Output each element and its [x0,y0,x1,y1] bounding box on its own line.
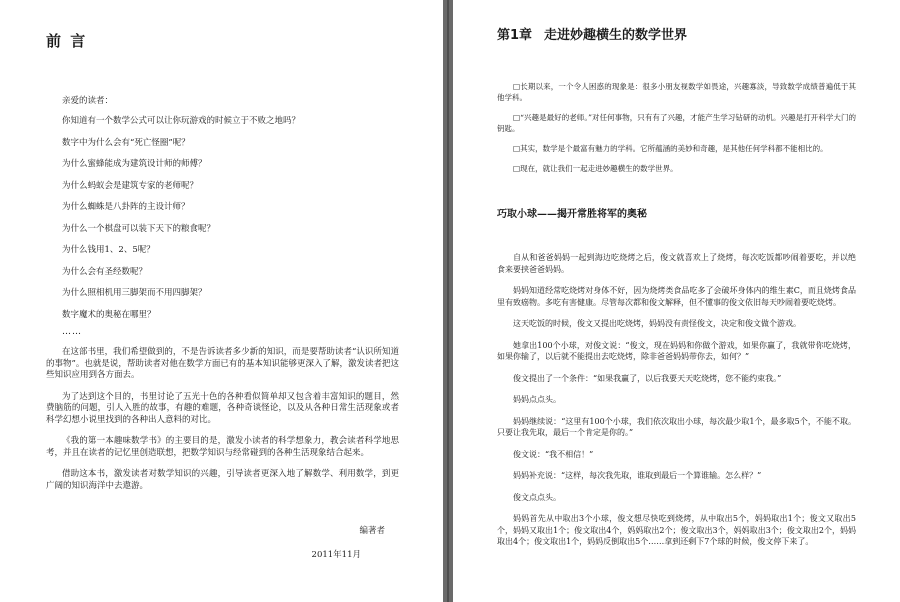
question-item: 你知道有一个数学公式可以让你玩游戏的时候立于不败之地吗？ [62,116,301,126]
chapter-number: 第1章 [497,28,533,43]
signature-date: 2011年11月 [311,550,361,560]
story-paragraph: 她拿出100个小球，对俊文说：“俊文，现在妈妈和你做个游戏，如果你赢了，我就带你吃烧烤，如果你输了，以后就不能提出去吃烧烤，除非爸爸妈妈带你去，如何？” [497,340,856,361]
intro-paragraph: □长期以来，一个令人困惑的现象是：很多小朋友视数学如畏途，兴趣寡淡，导致数学成绩普遍低于其他学科。 [497,82,856,102]
question-item: 为什么蜜蜂能成为建筑设计师的师傅？ [62,159,207,169]
chapter-title [497,24,856,43]
story-paragraph: 妈妈补充说：“这样，每次我先取，谁取到最后一个算谁输。怎么样？” [513,471,762,480]
story-paragraph: 俊文点点头。 [513,492,561,502]
chapter-name: 走进妙趣横生的数学世界 [544,28,688,43]
question-item: 数字中为什么会有“死亡怪圈”呢？ [62,137,190,148]
preface-paragraph: 为了达到这个目的，书里讨论了五光十色的各种看似简单却又包含着丰富知识的题目，然费脑筋的问题，引人入胜的故事，有趣的难题，各种奇谈怪论，以及从各种日常生活现象或者科学幻想小说里找到的各种出人意料的对比。 [46,391,399,425]
question-item: 为什么钱用1、2、5呢？ [62,245,155,255]
intro-paragraph: □现在，就让我们一起走进妙趣横生的数学世界。 [513,164,678,173]
story-paragraph: 妈妈首先从中取出3个小球，俊文想尽快吃到烧烤，从中取出5个，妈妈取出1个；俊文又取出5个，妈妈又取出1个；俊文取出4个，妈妈取出2个；俊文取出3个，妈妈取出3个；俊文取出2个，妈妈取出4个；俊文取出1个，妈妈反倒取出5个……拿到还剩下7个球的时候，俊文停下来了。 [497,514,856,546]
story-paragraph: 妈妈继续说：“这里有100个小球，我们依次取出小球，每次最少取1个，最多取5个，不能不取。只要让我先取，最后一个肯定是你的。” [497,416,856,437]
question-item: 为什么蚂蚁会是建筑专家的老师呢？ [62,180,199,191]
story-paragraph: 妈妈知道经常吃烧烤对身体不好，因为烧烤类食品吃多了会破坏身体内的维生素C，而且烧烤食品里有致癌物。多吃有害健康。尽管每次都和俊文解释，但不懂事的俊文依旧每天吵闹着要吃烧烤。 [497,286,856,307]
story-paragraph: 俊文说：“我不相信！” [513,449,594,459]
story-paragraph: 俊文提出了一个条件：“如果我赢了，以后我要天天吃烧烤，您不能约束我。” [513,373,782,383]
story-body [497,252,856,548]
question-list [46,115,399,321]
intro-paragraph: □“兴趣是最好的老师。”对任何事物，只有有了兴趣，才能产生学习钻研的动机。兴趣是打开科学大门的钥匙。 [497,113,856,133]
chapter-intro [497,81,856,174]
story-paragraph: 妈妈点点头。 [513,395,561,404]
story-paragraph: 这天吃饭的时候，俊文又提出吃烧烤，妈妈没有责怪俊文，决定和俊文做个游戏。 [513,319,801,328]
signature: 编著者 [359,526,385,536]
greeting: 亲爱的读者： [62,96,114,106]
question-item: 为什么会有圣经数呢？ [62,266,148,277]
preface-paragraph: 借助这本书，激发读者对数学知识的兴趣，引导读者更深入地了解数学、利用数学，到更广阔的知识海洋中去遨游。 [46,469,399,491]
question-item: 为什么一个棋盘可以装下天下的粮食呢？ [62,223,216,234]
preface-paragraph: 《我的第一本趣味数学书》的主要目的是，激发小读者的科学想象力，教会读者科学地思考，并且在读者的记忆里创造联想，把数学知识与经常碰到的各种生活现象结合起来。 [46,436,399,458]
ellipsis: …… [62,327,82,337]
story-paragraph: 自从和爸爸妈妈一起到海边吃烧烤之后，俊文就喜欢上了烧烤，每次吃饭都吵闹着要吃，并以绝食来要挟爸爸妈妈。 [497,253,856,274]
preface-paragraph: 在这部书里，我们希望做到的，不是告诉读者多少新的知识，而是要帮助读者“认识所知道的事物”。也就是说，帮助读者对他在数学方面已有的基本知识能够更深入了解，激发读者把这些知识应用到各方面去。 [46,347,399,380]
book-gutter [443,0,453,602]
section-title: 巧取小球——揭开常胜将军的奥秘 [497,209,647,220]
question-item: 数字魔术的奥秘在哪里？ [62,309,156,320]
question-item: 为什么蜘蛛是八卦阵的主设计师？ [62,202,190,212]
question-item: 为什么照相机用三脚架而不用四脚架？ [62,288,207,298]
intro-paragraph: □其实，数学是个最富有魅力的学科。它所蕴涵的美妙和奇趣，是其他任何学科都不能相比的。 [513,144,828,153]
chapter-page [453,0,900,602]
preface-page [0,0,443,602]
preface-title: 前 言 [46,32,88,50]
